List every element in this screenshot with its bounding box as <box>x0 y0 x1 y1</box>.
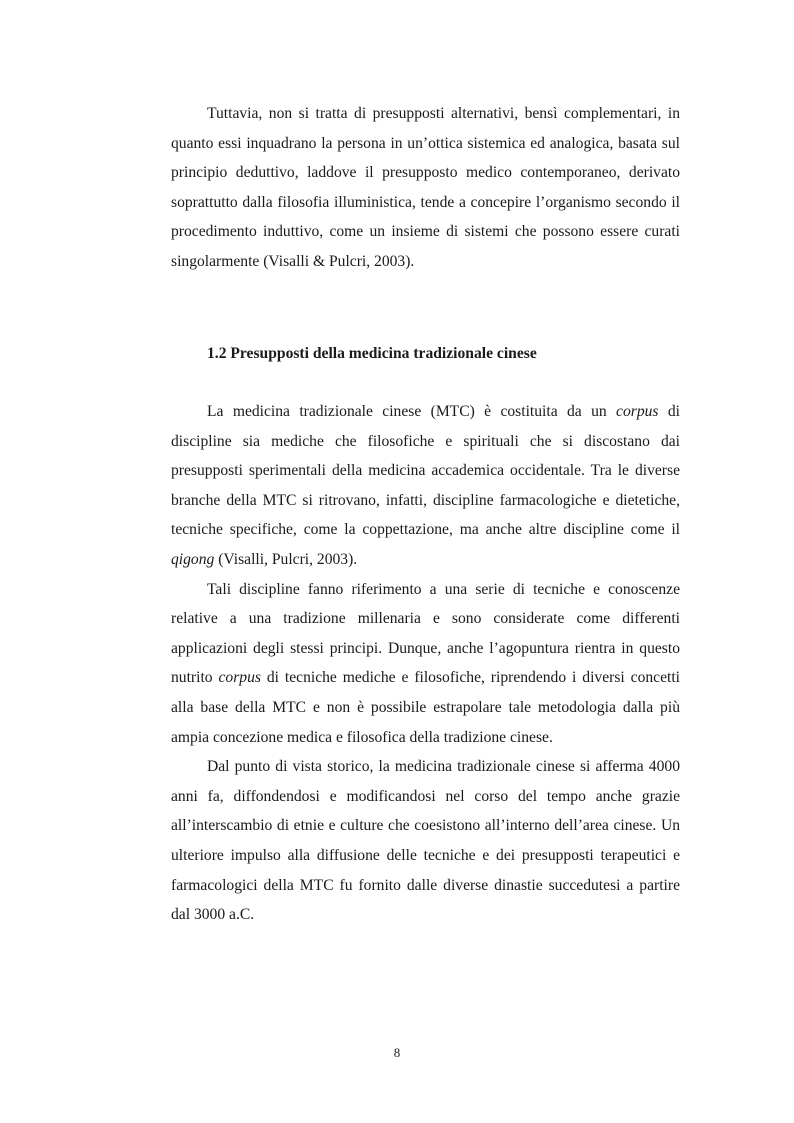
italic-term: qigong <box>171 550 215 568</box>
intro-text-block <box>171 99 680 277</box>
paragraph-text: di discipline sia mediche che filosofiche e spirituali che si discostano dai presupposti sperimentali della medicina accademica occidentale. Tra le diverse branche della MTC si ritrovano, infatti, discipline farmacologiche e dietetiche, tecniche specifiche, come la coppettazione, ma anche altre discipline come il <box>171 403 680 539</box>
paragraph-text: (Visalli, Pulcri, 2003). <box>214 550 358 568</box>
italic-term: corpus <box>616 403 659 420</box>
section-body <box>171 397 680 930</box>
paragraph-text: di tecniche mediche e filosofiche, riprendendo i diversi concetti alla base della MTC e non è possibile estrapolare tale metodologia dalla più ampia concezione medica e filosofica della tradizione cinese. <box>171 669 681 746</box>
page-number: 8 <box>393 1045 401 1060</box>
paragraph-disciplines <box>171 575 680 753</box>
intro-paragraph: Tuttavia, non si tratta di presupposti alternativi, bensì complementari, in quanto essi inquadrano la persona in un’ottica sistemica ed analogica, basata sul principio deduttivo, laddove il presupposto medico contemporaneo, derivato soprattutto dalla filosofia illuministica, tende a concepire l’organismo secondo il procedimento induttivo, come un insieme di sistemi che possono essere curati singolarmente (Visalli & Pulcri, 2003). <box>171 105 680 270</box>
italic-term: corpus <box>218 669 261 687</box>
section-heading: 1.2 Presupposti della medicina tradizionale cinese <box>207 345 537 362</box>
paragraph-mtc-definition <box>171 397 680 575</box>
paragraph-history: Dal punto di vista storico, la medicina tradizionale cinese si afferma 4000 anni fa, diffondendosi e modificandosi nel corso del tempo anche grazie all’interscambio di etnie e culture che coesistono all’interno dell’area cinese. Un ulteriore impulso alla diffusione delle tecniche e dei presupposti terapeutici e farmacologici della MTC fu fornito dalle diverse dinastie succedutesi a partire dal 3000 a.C. <box>171 758 680 924</box>
paragraph-text: La medicina tradizionale cinese (MTC) è costituita da un <box>207 403 617 420</box>
paragraph-text: Tali discipline fanno riferimento a una serie di tecniche e conoscenze relative a una tradizione millenaria e sono considerate come differenti applicazioni degli stessi principi. Dunque, anche l’agopuntura rientra in questo nutrito <box>171 580 680 687</box>
